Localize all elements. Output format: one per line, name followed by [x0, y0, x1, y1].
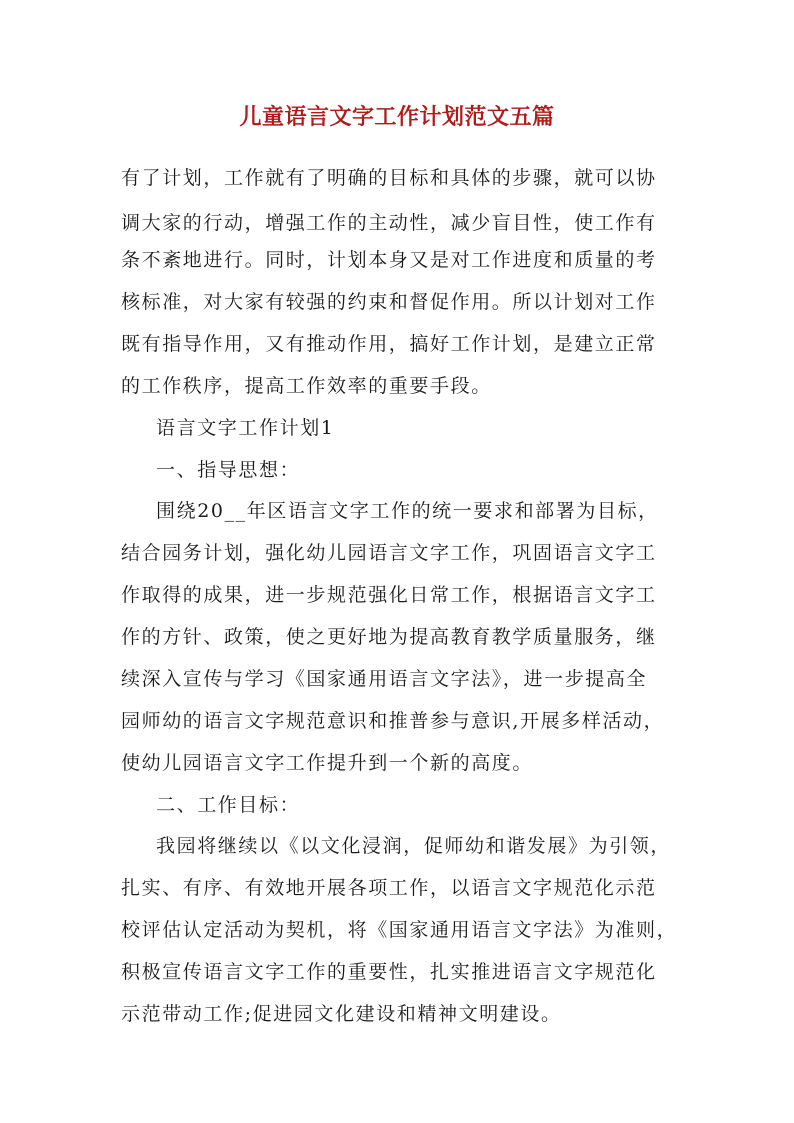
- intro-line-6: 的工作秩序，提高工作效率的重要手段。: [121, 375, 492, 397]
- intro-line-3: 条不紊地进行。同时，计划本身又是对工作进度和质量的考: [121, 249, 657, 271]
- intro-line-2: 调大家的行动，增强工作的主动性，减少盲目性，使工作有: [121, 212, 657, 234]
- section2-line-1: 我园将继续以《以文化浸润，促师幼和谐发展》为引领，: [156, 835, 672, 857]
- intro-line-4: 核标准，对大家有较强的约束和督促作用。所以计划对工作: [121, 291, 657, 313]
- section1-heading: 一、指导思想：: [156, 459, 301, 481]
- section2-line-4: 积极宣传语言文字工作的重要性，扎实推进语言文字规范化: [121, 961, 657, 983]
- section2-line-2: 扎实、有序、有效地开展各项工作，以语言文字规范化示范: [121, 877, 657, 899]
- section1-line-6: 园师幼的语言文字规范意识和推普参与意识,开展多样活动，: [121, 710, 665, 732]
- section1-line-5: 续深入宣传与学习《国家通用语言文字法》，进一步提高全: [121, 668, 648, 690]
- section2-line-3: 校评估认定活动为契机，将《国家通用语言文字法》为准则，: [121, 919, 678, 941]
- intro-line-1: 有了计划，工作就有了明确的目标和具体的步骤，就可以协: [121, 167, 657, 189]
- plan-heading: 语言文字工作计划1: [156, 417, 335, 439]
- section1-line-2: 结合园务计划，强化幼儿园语言文字工作，巩固语言文字工: [121, 542, 657, 564]
- section2-heading: 二、工作目标：: [156, 794, 301, 816]
- section1-line-3: 作取得的成果，进一步规范强化日常工作，根据语言文字工: [121, 584, 657, 606]
- section1-line-1: 围绕20__年区语言文字工作的统一要求和部署为目标，: [156, 500, 659, 522]
- section1-line-4: 作的方针、政策，使之更好地为提高教育教学质量服务，继: [121, 626, 657, 648]
- section1-line-7: 使幼儿园语言文字工作提升到一个新的高度。: [121, 752, 534, 774]
- intro-line-5: 既有指导作用，又有推动作用，搞好工作计划，是建立正常: [121, 333, 657, 355]
- document-title: 儿童语言文字工作计划范文五篇: [239, 104, 555, 130]
- section2-line-5: 示范带动工作;促进园文化建设和精神文明建设。: [121, 1003, 562, 1025]
